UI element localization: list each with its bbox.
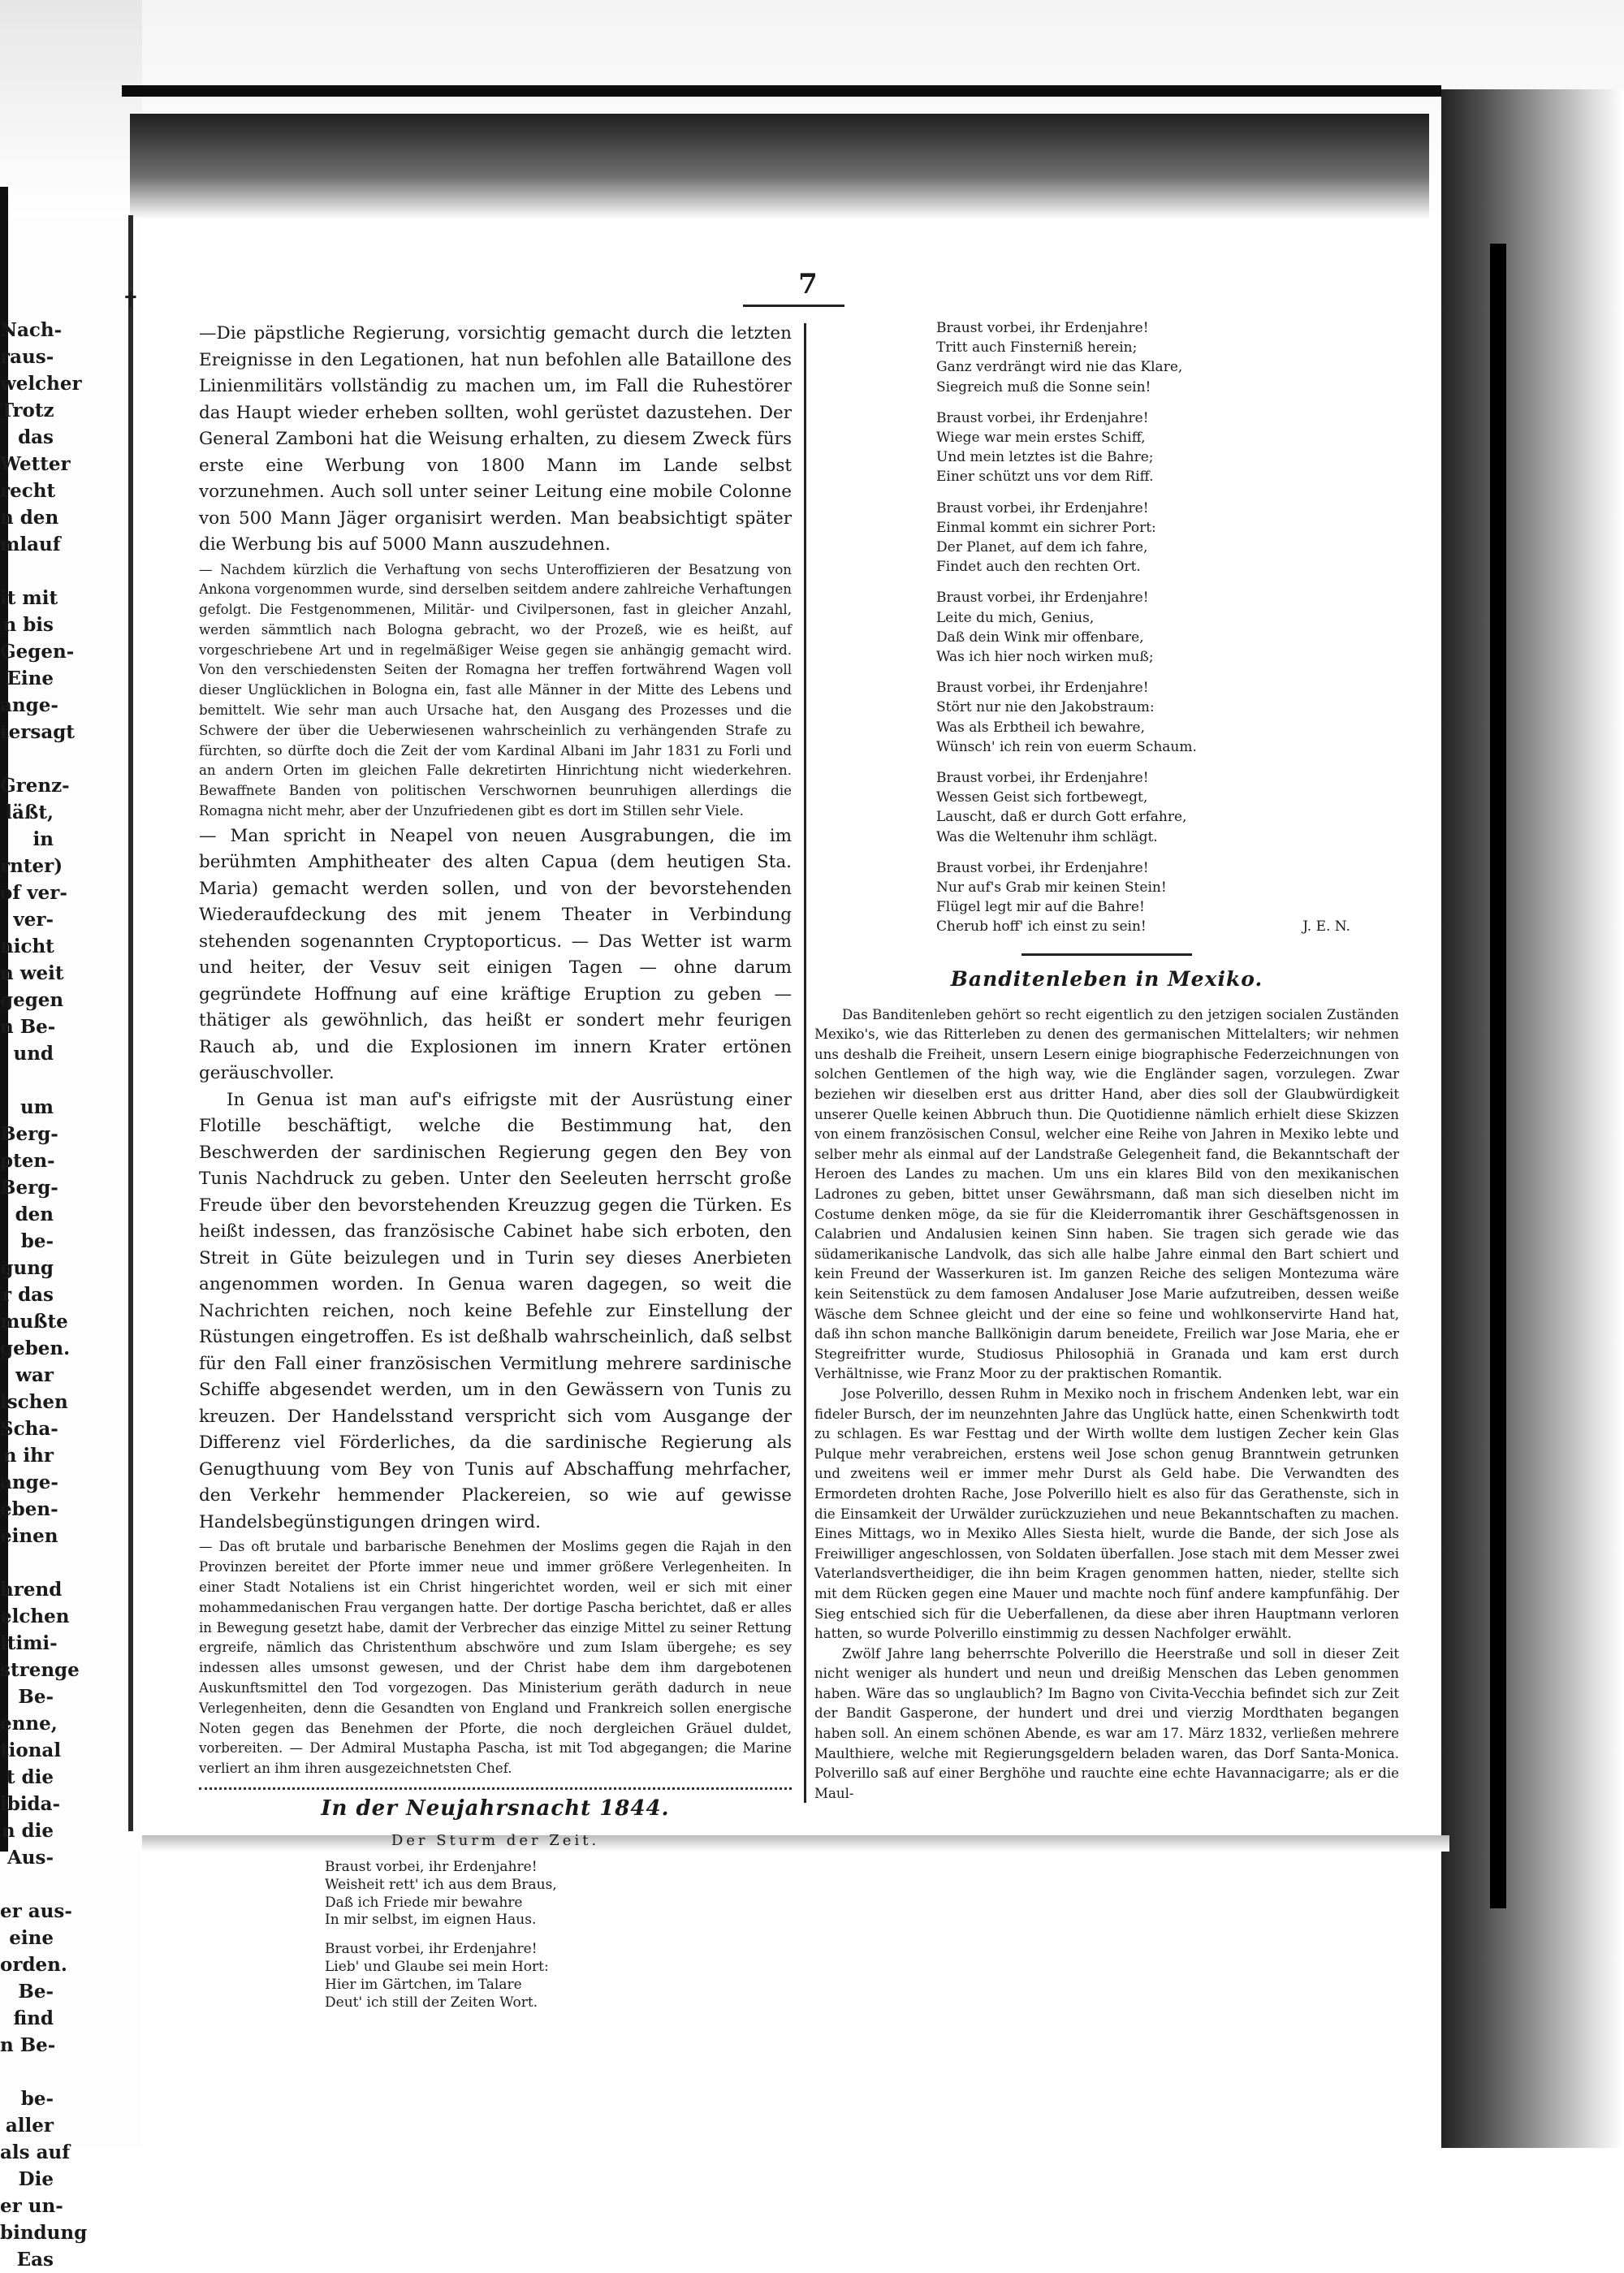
- sliver-line: raus-: [0, 346, 54, 368]
- sliver-line: gung: [0, 1257, 54, 1279]
- poem-stanza: [936, 408, 1399, 487]
- poem-line: Daß ich Friede mir bewahre: [325, 1894, 523, 1911]
- sliver-line: als auf: [0, 2141, 71, 2163]
- poem-line: Braust vorbei, ihr Erdenjahre!: [936, 409, 1149, 426]
- news-ankona-arrests: — Nachdem kürzlich die Verhaftung von sechs Unteroffizieren der Besatzung von Ankona vorgenommen wurde, sind derselben seitdem andere zahlreiche Verhaftungen gefolgt. Die Festgenommenen, Militär- und Civilpersonen, fast in gleicher Anzahl, werden sämmtlich nach Bologna gebracht, wo der Prozeß, wie es heißt, auf vorgeschriebene Art und in regelmäßiger Weise gegen sie anhängig gemacht wird. Von den verschiedensten Seiten der Romagna her treffen fortwährend Wagen voll dieser Unglücklichen in Bologna ein, fast alle Männer in der Mitte des Lebens und bemittelt. Wie sehr man auch Ursache hat, den Ausgang des Prozesses und die Schwere der über die Ueberwiesenen wahrscheinlich zu verhängenden Strafe zu fürchten, so dürfte doch die Zeit der vom Kardinal Albani im Jahr 1831 zu Forli und an andern Orten im gleichen Falle dekretirten Hinrichtung nicht wiederkehren. Bewaffnete Banden von politischen Verschwornen beunruhigen allerdings die Romagna nicht mehr, aber der Unzufriedenen gibt es dort im Stillen sehr Viele.: [199, 561, 792, 819]
- poem-line: Braust vorbei, ihr Erdenjahre!: [936, 680, 1149, 697]
- sliver-line: n den: [0, 507, 59, 529]
- news-naples-excavations: — Man spricht in Neapel von neuen Ausgrabungen, die im berühmten Amphitheater des alten Capua (dem heutigen Sta. Maria) gemacht werden sollen, und von der bevorstehenden Wiederaufdeckung des mit jenem Theater in Verbindung stehenden sogenannten Cryptoporticus. — Das Wetter ist warm und heiter, der Vesuv seit einigen Tagen — ohne darum gegründete Hoffnung auf eine kräftige Eruption zu geben — thätiger als gewöhnlich, das heißt er sondert mehr feurigen Rauch ab, und die Explosionen im innern Krater ertönen geräuschvoller.: [199, 825, 792, 1084]
- sliver-line: läßt,: [5, 802, 54, 823]
- sliver-line: r das: [1, 1284, 54, 1306]
- sliver-line: bindung: [0, 2222, 88, 2244]
- poem-stanza: [936, 678, 1399, 757]
- sliver-line: orden.: [0, 1954, 67, 1976]
- sliver-line: eben-: [0, 1498, 58, 1520]
- poem-line: Braust vorbei, ihr Erdenjahre!: [936, 859, 1149, 876]
- sliver-line: ver-: [13, 909, 54, 931]
- poem-stanza: [936, 768, 1399, 847]
- poem-line: Was ich hier noch wirken muß;: [936, 649, 1154, 666]
- sliver-line: n ihr: [2, 1445, 54, 1467]
- sliver-line: mlauf: [0, 534, 61, 555]
- news-genua-flotilla: In Genua ist man auf's eifrigste mit der Ausrüstung einer Flotille beschäftigt, welche die Bestimmung hat, den Beschwerden der sardinischen Regierung gegen den Bey von Tunis Nachdruck zu geben. Unter den Seeleuten herrscht große Freude über den bevorstehenden Kreuzzug gegen die Türken. Es heißt indessen, das französische Cabinet habe sich erboten, den Streit in Güte beizulegen und in Turin sey dieses Anerbieten angenommen worden. In Genua waren dagegen, so weit die Nachrichten reichen, noch keine Befehle zur Einstellung der Rüstungen eingetroffen. Es ist deßhalb wahrscheinlich, daß selbst für den Fall einer französischen Vermitlung mehrere sardinische Schiffe abgesendet werden, um in den Gewässern von Tunis zu kreuzen. Der Handelsstand verspricht sich vom Ausgange der Differenz viel Förderliches, da die sardinische Regierung als Genugthuung vom Bey von Tunis auf Abschaffung mehrfacher, den Verkehr hemmender Plackereien, so wie auf gewisse Handelsbegünstigungen dringen wird.: [199, 1089, 792, 1532]
- poem-stanza: [936, 588, 1399, 667]
- sliver-line: n die: [1, 1820, 54, 1842]
- poem-line: Flügel legt mir auf die Bahre!: [936, 899, 1145, 916]
- sliver-line: um: [19, 1096, 54, 1118]
- sliver-line: gegen: [0, 989, 64, 1011]
- sliver-line: rnter): [0, 855, 63, 877]
- sliver-line: n Be-: [0, 2034, 56, 2056]
- sliver-line: hrend: [0, 1579, 63, 1601]
- previous-page-shadow: [0, 0, 142, 215]
- right-page-edge: [1490, 244, 1506, 1908]
- sliver-line: [0, 1067, 54, 1094]
- sliver-line: it mit: [0, 587, 58, 609]
- poem-line: Lieb' und Glaube sei mein Hort:: [325, 1958, 549, 1975]
- book-cover-top-edge: [122, 85, 1441, 97]
- poem-line: Leite du mich, Genius,: [936, 609, 1095, 626]
- sliver-line: [0, 1549, 54, 1576]
- poem-stanza: [325, 1941, 792, 2012]
- sliver-line: Berg-: [0, 1123, 58, 1145]
- sliver-line: Be-: [18, 1686, 54, 1708]
- poem-line: Braust vorbei, ihr Erdenjahre!: [936, 590, 1149, 607]
- sliver-line: Gegen-: [0, 641, 75, 663]
- sliver-line: aller: [5, 2115, 54, 2137]
- sliver-line: Berg-: [0, 1177, 58, 1199]
- sliver-line: lschen: [0, 1391, 68, 1413]
- sliver-line: n bis: [2, 614, 54, 636]
- poem-line: Einmal kommt ein sichrer Port:: [936, 519, 1156, 536]
- sliver-line: enne,: [0, 1713, 58, 1735]
- poem-line: Wünsch' ich rein von euerm Schaum.: [936, 738, 1197, 755]
- corner-mark: ✝: [122, 288, 140, 313]
- news-papal-government: —Die päpstliche Regierung, vorsichtig gemacht durch die letzten Ereignisse in den Legationen, hat nun befohlen alle Bataillone des Linienmilitärs vollständig zu machen um, im Fall die Ruhestörer das Haupt wieder erheben sollten, wohl gerüstet dazustehen. Der General Zamboni hat die Weisung erhalten, zu diesem Zweck fürs erste eine Werbung von 1800 Mann im Lande selbst vorzunehmen. Auch soll unter seiner Leitung eine mobile Colonne von 500 Mann Jäger organisirt werden. Man beabsichtigt später die Werbung bis auf 5000 Mann auszudehnen.: [199, 323, 792, 555]
- sliver-line: Die: [18, 2168, 54, 2190]
- poem-line: Braust vorbei, ihr Erdenjahre!: [936, 499, 1149, 516]
- sliver-line: Grenz-: [0, 775, 70, 797]
- poem-title: In der Neujahrsnacht 1844.: [321, 1795, 670, 1821]
- poem-line: Siegreich muß die Sonne sein!: [936, 378, 1151, 395]
- poem-line: Daß dein Wink mir offenbare,: [936, 629, 1144, 646]
- sliver-line: Trotz: [0, 400, 54, 421]
- sliver-line: [0, 558, 54, 585]
- left-column: [199, 321, 792, 2023]
- page-number-rule: [743, 305, 844, 307]
- poem-line: Wessen Geist sich fortbewegt,: [936, 789, 1148, 806]
- poem-line: Braust vorbei, ihr Erdenjahre!: [325, 1858, 538, 1875]
- page-number: 7: [798, 268, 818, 300]
- sliver-line: n weit: [0, 962, 64, 984]
- poem-line: Was die Weltenuhr ihm schlägt.: [936, 828, 1158, 845]
- sliver-line: nicht: [0, 936, 54, 957]
- sliver-line: Scha-: [0, 1418, 58, 1440]
- column-rule: [804, 323, 806, 1803]
- sliver-line: Aus-: [6, 1847, 54, 1869]
- poem-stanza: [325, 1859, 792, 1929]
- news-ottoman-provinces: — Das oft brutale und barbarische Benehmen der Moslims gegen die Rajah in den Provinzen bereitet der Pforte immer neue und immer größere Verlegenheiten. In einer Stadt Notaliens ist ein Christ hingerichtet worden, weil er sich mit einer mohammedanischen Frau vergangen hatte. Der dortige Pascha berichtet, daß er alles in Bewegung gesetzt habe, damit der Verbrecher das einzige Mittel zu seiner Rettung ergreife, nämlich das Christenthum abschwöre und zum Islam übergehe; es sey indessen alles umsonst gewesen, und der Christ habe dem ihm dargebotenen Auskunftsmittel den Tod vorgezogen. Das Ministerium geräth dadurch in neue Verlegenheiten, denn die Gesandten von England und Frankreich sollen energische Noten gegen das Benehmen der Pforte, die noch dergleichen Gräuel duldet, vorbereiten. — Der Admiral Mustapha Pascha, ist mit Tod abgegangen; die Marine verliert an ihm ihren ausgezeichnetsten Chef.: [199, 1539, 792, 1777]
- poem-line: Hier im Gärtchen, im Talare: [325, 1976, 522, 1993]
- sliver-line: pten-: [0, 1150, 55, 1172]
- sliver-line: Be-: [18, 1981, 54, 2003]
- poem-line: Braust vorbei, ihr Erdenjahre!: [936, 320, 1149, 336]
- sliver-line: mußte: [0, 1311, 68, 1333]
- sliver-line: eine: [9, 1927, 54, 1949]
- poem-line: Nur auf's Grab mir keinen Stein!: [936, 879, 1167, 897]
- sliver-line: geben.: [0, 1337, 71, 1359]
- book-cover-shadow: [130, 114, 1429, 219]
- sliver-line: [0, 1871, 54, 1898]
- previous-page-text-sliver: [0, 317, 88, 2273]
- sliver-line: Eas: [16, 2249, 54, 2271]
- poem-stanza: [936, 318, 1399, 397]
- poem-line: Wiege war mein erstes Schiff,: [936, 430, 1146, 447]
- sliver-line: er aus-: [0, 1900, 72, 1922]
- poem-line: Cherub hoff' ich einst zu sein!: [936, 918, 1147, 936]
- right-column: [814, 318, 1399, 1804]
- sliver-line: tersagt: [0, 721, 75, 743]
- poem-line: Lauscht, daß er durch Gott erfahre,: [936, 809, 1187, 826]
- sliver-line: tional: [0, 1739, 62, 1761]
- sliver-line: Nach-: [0, 319, 63, 341]
- sliver-line: strenge: [0, 1659, 80, 1681]
- sliver-line: Eine: [6, 668, 54, 689]
- sliver-line: be-: [20, 2088, 54, 2110]
- poem-subtitle: Der Sturm der Zeit.: [391, 1831, 600, 1849]
- sliver-line: of ver-: [0, 882, 67, 904]
- poem-line: Weisheit rett' ich aus dem Braus,: [325, 1876, 557, 1893]
- poem-line: Braust vorbei, ihr Erdenjahre!: [936, 770, 1149, 787]
- poem-line: In mir selbst, im eignen Haus.: [325, 1912, 537, 1929]
- sliver-line: [0, 2059, 54, 2085]
- sliver-line: [0, 745, 54, 772]
- article-paragraph: Jose Polverillo, dessen Ruhm in Mexiko noch in frischem Andenken lebt, war ein fideler Bursch, der im neunzehnten Jahre das Unglück hatte, einen Schenkwirth todt zu schlagen. Es war Festtag und der Wirth wollte dem lustigen Zecher kein Glas Pulque mehr verabreichen, erstens weil Jose schon genug Branntwein getrunken und zweitens weil er immer mehr Durst als Geld habe. Die Verwandten des Ermordeten drohten Rache, Jose Polverillo hielt es also für das Gerathenste, sich in die Einsamkeit der Urwälder zurückzuziehen und neue Bekanntschaften zu machen. Eines Mittags, wo in Mexiko Alles Siesta hielt, wurde die Bande, der sich Jose als Freiwilliger angeschlossen, von Soldaten überfallen. Jose stach mit dem Messer zwei Vaterlandsvertheidiger, die ihn beim Kragen genommen hatten, nieder, stellte sich mit dem Rücken gegen eine Mauer und machte noch fünf andere kampfunfähig. Der Sieg entschied sich für die Ueberfallenen, da diese aber ihren Hauptmann verloren hatten, so wurde Polverillo einstimmig zu dessen Nachfolger erwählt.: [814, 1385, 1399, 1642]
- section-divider: [199, 1787, 792, 1790]
- article-title: Banditenleben in Mexiko.: [950, 966, 1263, 991]
- article-divider: [1021, 953, 1192, 956]
- poem-line: Stört nur nie den Jakobstraum:: [936, 699, 1155, 716]
- sliver-line: Wetter: [0, 453, 71, 475]
- article-paragraph: Das Banditenleben gehört so recht eigentlich zu den jetzigen socialen Zuständen Mexiko's, wie das Ritterleben zu denen des germanischen Mittelalters; wir nehmen uns deshalb die Freiheit, unsern Lesern einige biographische Federzeichnungen von solchen Gentlemen of the high way, wie die Engländer sagen, vorzulegen. Zwar beziehen wir dieselben erst aus dritter Hand, aber dies soll der Glaubwürdigkeit unserer Quelle keinen Abbruch thun. Die Quotidienne nämlich erhielt diese Skizzen von einem französischen Consul, welcher eine Reihe von Jahren in Mexiko lebte und selber mehr als einmal auf der Landstraße Gelegenheit fand, die Bekanntschaft der Heroen des Landes zu machen. Um uns ein klares Bild von den mexikanischen Ladrones zu geben, bittet unser Gewährsmann, daß man sich dieselben nicht im Costume denken möge, da sie für die Kleiderromantik ihrer Geschäftsgenossen in Calabrien und Andalusien keinen Sinn haben. Sie tragen sich gerade wie das südamerikanische Landvolk, das sich alle halbe Jahre einmal den Bart schiert und kein Freund der Wasserkuren ist. Im ganzen Reiche des seligen Montezuma wäre kein Seitenstück zu dem famosen Andaluser Jose Marie aufzutreiben, dessen weiße Wäsche dem Schnee gleicht und der eine so feine und wohlkonservirte Hand hat, daß ihn schon manche Ballkönigin darum beneidete, Freilich war Jose Maria, ehe er Stegreifritter wurde, Studiosus Philosophiä in Granada und kam erst durch Verhältnisse, wie Franz Moor zu der praktischen Romantik.: [814, 1006, 1399, 1382]
- poem-line: Und mein letztes ist die Bahre;: [936, 449, 1154, 466]
- poem-last-line-row: [936, 917, 1399, 936]
- right-page-shadow: [1441, 89, 1624, 2148]
- sliver-line: elchen: [0, 1605, 70, 1627]
- poem-line: Deut' ich still der Zeiten Wort.: [325, 1994, 538, 2011]
- sliver-line: be-: [20, 1230, 54, 1252]
- poem-stanza: [936, 499, 1399, 577]
- sliver-line: das: [18, 426, 54, 448]
- poem-stanza: [936, 858, 1399, 937]
- sliver-line: in: [32, 828, 54, 850]
- sliver-line: recht: [0, 480, 56, 502]
- poem-line: Braust vorbei, ihr Erdenjahre!: [325, 1941, 538, 1958]
- page-gutter: [128, 215, 133, 1831]
- article-paragraph: Zwölf Jahre lang beherrschte Polverillo die Heerstraße und soll in dieser Zeit nicht weniger als hundert und neun und dreißig Menschen das Leben genommen haben. Wäre das so unglaublich? Im Bagno von Civita-Vecchia befindet sich zur Zeit der Bandit Gasperone, der hundert und drei und vierzig Mordthaten begangen haben soll. An einem schönen Abende, es war am 17. März 1832, verließen mehrere Maulthiere, welche mit Regierungsgeldern beladen waren, das Dorf Santa-Monica. Polverillo saß auf einer Berghöhe und rauchte eine echte Havannacigarre; als er die Maul-: [814, 1645, 1399, 1801]
- sliver-line: einen: [0, 1525, 58, 1547]
- poem-line: Was als Erbtheil ich bewahre,: [936, 719, 1145, 736]
- poem-line: Einer schützt uns vor dem Riff.: [936, 469, 1154, 486]
- poem-signature: J. E. N.: [1302, 918, 1350, 936]
- sliver-line: er un-: [0, 2195, 63, 2217]
- sliver-line: den: [15, 1203, 54, 1225]
- sliver-line: t die: [6, 1766, 54, 1788]
- poem-line: Tritt auch Finsterniß herein;: [936, 339, 1138, 357]
- sliver-line: n Be-: [0, 1016, 56, 1038]
- sliver-line: und: [13, 1043, 54, 1065]
- sliver-line: welcher: [0, 373, 82, 395]
- poem-line: Findet auch den rechten Ort.: [936, 559, 1141, 576]
- sliver-line: ange-: [0, 1471, 58, 1493]
- sliver-line: war: [15, 1364, 54, 1386]
- sliver-line: lbida-: [0, 1793, 61, 1815]
- sliver-line: ltimi-: [0, 1632, 58, 1654]
- poem-line: Der Planet, auf dem ich fahre,: [936, 539, 1148, 556]
- poem-line: Ganz verdrängt wird nie das Klare,: [936, 359, 1183, 376]
- sliver-line: find: [13, 2007, 54, 2029]
- sliver-line: ange-: [0, 694, 58, 716]
